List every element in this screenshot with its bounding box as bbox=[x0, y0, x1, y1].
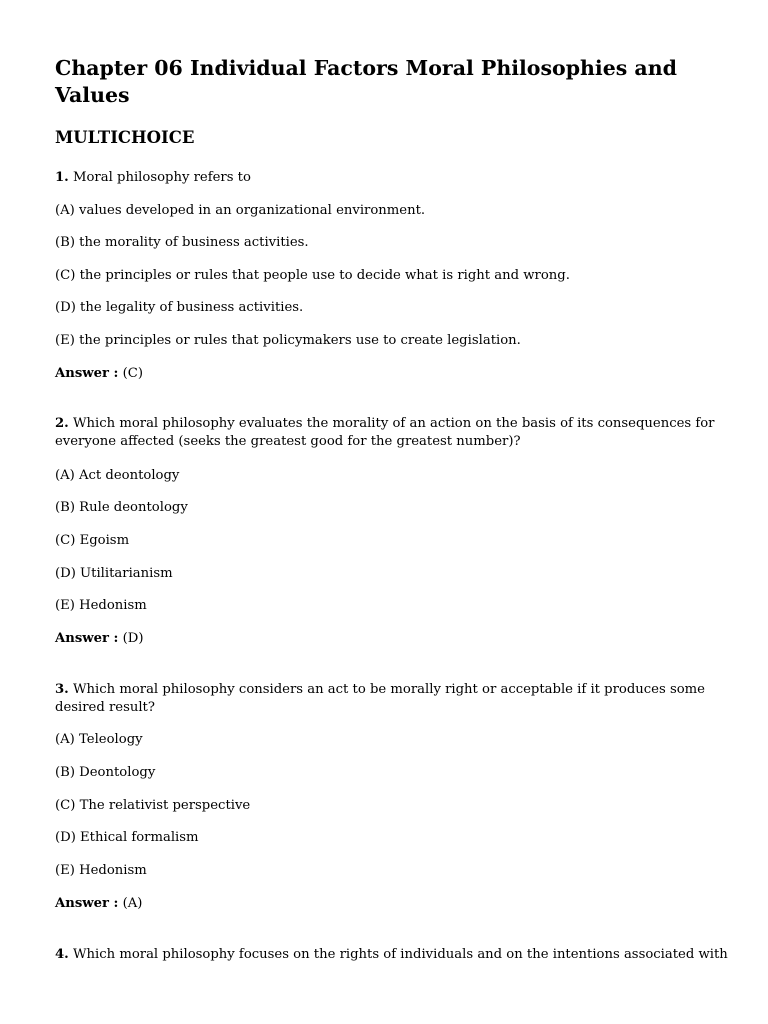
answer-label: Answer : bbox=[55, 366, 119, 381]
option-d: (D) Utilitarianism bbox=[55, 566, 173, 581]
option-e: (E) Hedonism bbox=[55, 598, 147, 613]
question-number: 4. bbox=[55, 947, 69, 962]
answer-value: (A) bbox=[122, 896, 143, 911]
option-a: (A) Teleology bbox=[55, 732, 143, 747]
option-c: (C) the principles or rules that people use to decide what is right and wrong. bbox=[55, 268, 570, 283]
option-d: (D) Ethical formalism bbox=[55, 830, 199, 845]
answer-value: (C) bbox=[122, 366, 143, 381]
question-number: 3. bbox=[55, 682, 69, 697]
question-2 bbox=[55, 415, 715, 451]
question-3 bbox=[55, 681, 715, 717]
question-text: Which moral philosophy focuses on the rights of individuals and on the intentions associated with bbox=[72, 947, 728, 962]
question-1 bbox=[55, 169, 715, 187]
option-d: (D) the legality of business activities. bbox=[55, 300, 304, 315]
question-text: Which moral philosophy considers an act to be morally right or acceptable if it produces some desired result? bbox=[55, 682, 705, 715]
option-b: (B) the morality of business activities. bbox=[55, 235, 309, 250]
page-title: Chapter 06 Individual Factors Moral Philosophies and Values bbox=[55, 56, 677, 107]
answer-label: Answer : bbox=[55, 896, 119, 911]
option-b: (B) Rule deontology bbox=[55, 500, 188, 515]
answer-value: (D) bbox=[122, 631, 144, 646]
question-text: Moral philosophy refers to bbox=[72, 170, 251, 185]
question-4 bbox=[55, 946, 728, 964]
option-e: (E) the principles or rules that policymakers use to create legislation. bbox=[55, 333, 521, 348]
option-c: (C) Egoism bbox=[55, 533, 130, 548]
option-c: (C) The relativist perspective bbox=[55, 798, 251, 813]
option-a: (A) values developed in an organizational environment. bbox=[55, 203, 426, 218]
question-text: Which moral philosophy evaluates the morality of an action on the basis of its consequences for everyone affected (seeks the greatest good for the greatest number)? bbox=[55, 416, 715, 449]
option-e: (E) Hedonism bbox=[55, 863, 147, 878]
section-heading: MULTICHOICE bbox=[55, 128, 195, 147]
answer-3 bbox=[55, 895, 715, 913]
answer-label: Answer : bbox=[55, 631, 119, 646]
option-b: (B) Deontology bbox=[55, 765, 156, 780]
option-a: (A) Act deontology bbox=[55, 468, 180, 483]
question-number: 2. bbox=[55, 416, 69, 431]
answer-1 bbox=[55, 365, 715, 383]
question-number: 1. bbox=[55, 170, 69, 185]
answer-2 bbox=[55, 630, 715, 648]
